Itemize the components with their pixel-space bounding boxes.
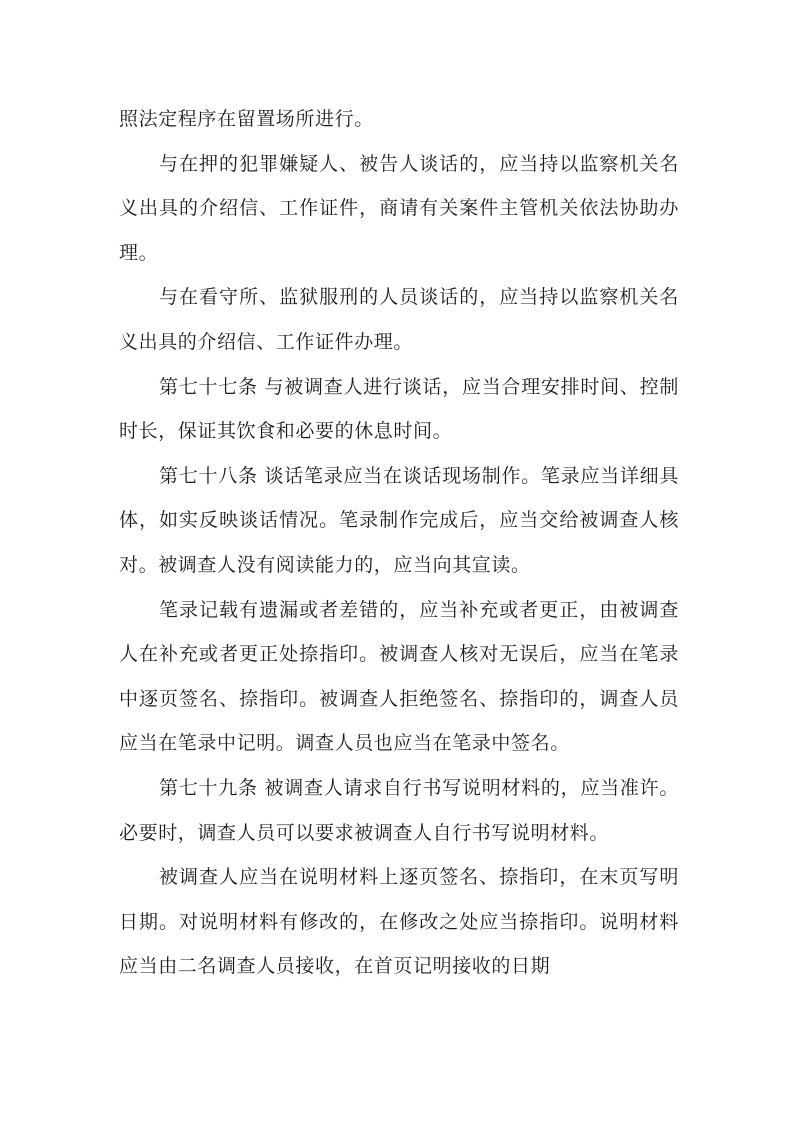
article-77: 第七十七条 与被调查人进行谈话，应当合理安排时间、控制时长，保证其饮食和必要的休息时间。 xyxy=(119,375,679,443)
paragraph: 与在押的犯罪嫌疑人、被告人谈话的，应当持以监察机关名义出具的介绍信、工作证件，商请有关案件主管机关依法协助办理。 xyxy=(119,152,679,264)
paragraph: 与在看守所、监狱服刑的人员谈话的，应当持以监察机关名义出具的介绍信、工作证件办理。 xyxy=(119,286,679,353)
document-body xyxy=(119,97,679,989)
paragraph: 笔录记载有遗漏或者差错的，应当补充或者更正，由被调查人在补充或者更正处捺指印。被调查人核对无误后，应当在笔录中逐页签名、捺指印。被调查人拒绝签名、捺指印的，调查人员应当在笔录中记明。调查人员也应当在笔录中签名。 xyxy=(119,598,679,755)
paragraph-continuation: 照法定程序在留置场所进行。 xyxy=(119,108,374,130)
article-78: 第七十八条 谈话笔录应当在谈话现场制作。笔录应当详细具体，如实反映谈话情况。笔录制作完成后，应当交给被调查人核对。被调查人没有阅读能力的，应当向其宣读。 xyxy=(119,464,679,576)
article-79: 第七十九条 被调查人请求自行书写说明材料的，应当准许。必要时，调查人员可以要求被调查人自行书写说明材料。 xyxy=(119,776,679,844)
paragraph: 被调查人应当在说明材料上逐页签名、捺指印，在末页写明日期。对说明材料有修改的，在修改之处应当捺指印。说明材料应当由二名调查人员接收，在首页记明接收的日期 xyxy=(119,866,679,978)
